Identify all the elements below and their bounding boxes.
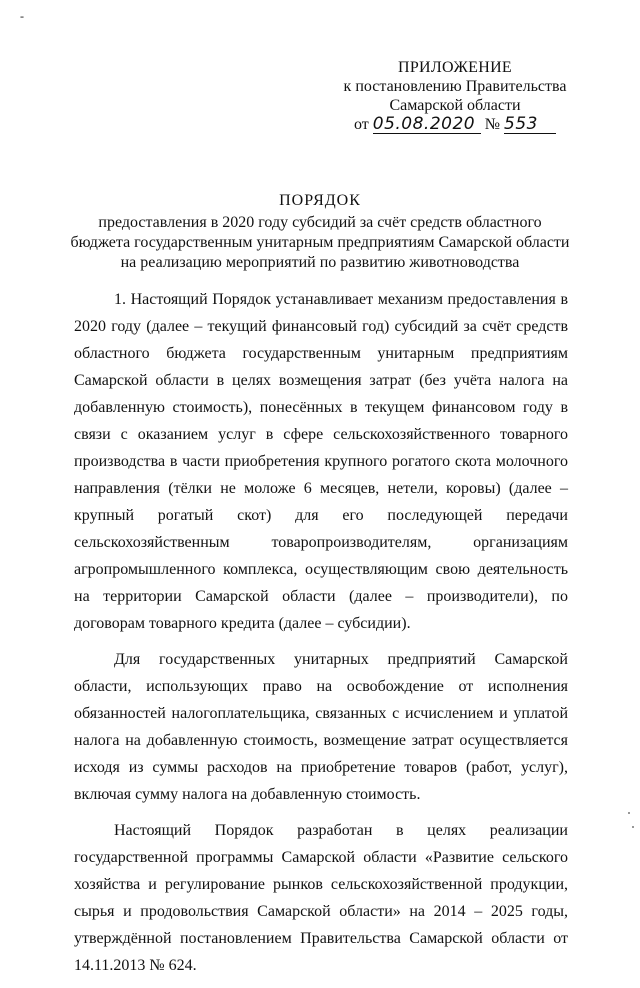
date-prefix: от <box>353 116 369 133</box>
handwritten-number: 553 <box>504 115 556 134</box>
scan-speck <box>632 826 634 828</box>
scan-speck <box>628 812 630 814</box>
appendix-date-number <box>330 115 580 137</box>
document-body <box>74 286 568 988</box>
paragraph-3: Настоящий Порядок разработан в целях реализации государственной программы Самарской области «Развитие сельского хозяйства и регулирование рынков сельскохозяйственной продукции, сырья и продовольствия Самарской области» на 2014 – 2025 годы, утверждённой постановлением Правительства Самарской области от 14.11.2013 № 624. <box>74 822 568 974</box>
appendix-block <box>330 58 580 137</box>
appendix-line-2: Самарской области <box>389 97 521 114</box>
paragraph-2: Для государственных унитарных предприятий Самарской области, использующих право на освобождение от исполнения обязанностей налогоплательщика, связанных с исчислением и уплатой налога на добавленную стоимость, возмещение затрат осуществляется исходя из суммы расходов на приобретение товаров (работ, услуг), включая сумму налога на добавленную стоимость. <box>74 651 568 803</box>
paragraph-1: 1. Настоящий Порядок устанавливает механизм предоставления в 2020 году (далее – текущий финансовый год) субсидий за счёт средств областного бюджета государственным унитарным предприятиям Самарской области в целях возмещения затрат (без учёта налога на добавленную стоимость), понесённых в текущем финансовом году в связи с оказанием услуг в сфере сельскохозяйственного товарного производства в части приобретения крупного рогатого скота молочного направления (тёлки не моложе 6 месяцев, нетели, коровы) (далее – крупный рогатый скот) для его последующей передачи сельскохозяйственным товаропроизводителям, организациям агропромышленного комплекса, осуществляющим свою деятельность на территории Самарской области (далее – производители), по договорам товарного кредита (далее – субсидии). <box>74 291 568 632</box>
subtitle-line-2: бюджета государственным унитарным предприятиям Самарской области <box>70 234 570 251</box>
subtitle-line-3: на реализацию мероприятий по развитию животноводства <box>120 254 520 271</box>
document-subtitle <box>60 213 580 273</box>
number-prefix: № <box>484 116 501 133</box>
appendix-line-1: к постановлению Правительства <box>343 78 567 95</box>
handwritten-date: 05.08.2020 <box>373 115 481 134</box>
appendix-title: ПРИЛОЖЕНИЕ <box>397 59 512 76</box>
document-title: ПОРЯДОК <box>279 192 361 209</box>
subtitle-line-1: предоставления в 2020 году субсидий за счёт средств областного <box>98 214 542 231</box>
corner-mark: - <box>20 9 24 23</box>
